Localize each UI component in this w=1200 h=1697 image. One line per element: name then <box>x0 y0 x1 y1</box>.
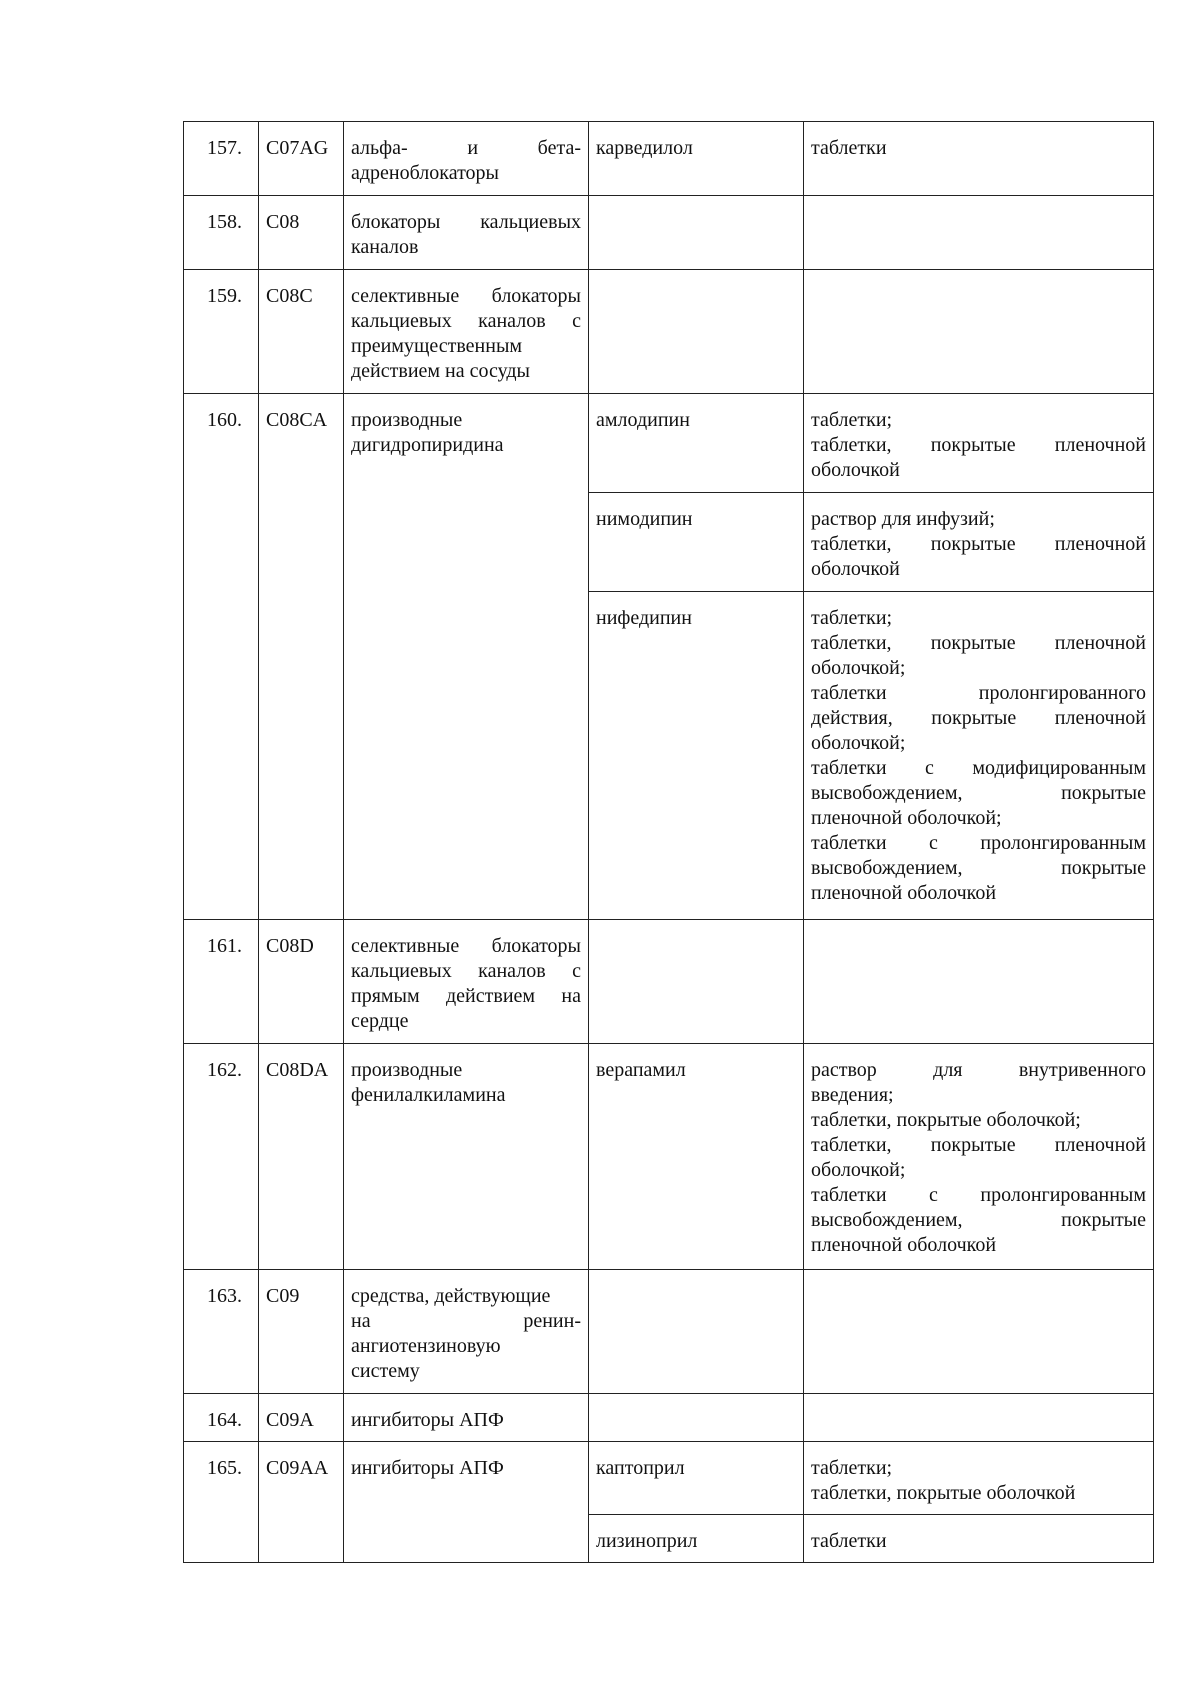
row-number: 161. <box>184 920 259 1044</box>
row-number: 158. <box>184 196 259 270</box>
table-row <box>184 270 1154 394</box>
group-line: прямым действием на <box>351 985 581 1007</box>
group-line: альфа- и бета- <box>351 137 581 159</box>
atc-code: C09AA <box>259 1442 344 1563</box>
group-name <box>344 920 589 1044</box>
group-line: преимущественным <box>351 335 523 357</box>
dosage-forms <box>804 1044 1154 1270</box>
drug-name: нимодипин <box>589 493 804 592</box>
dosage-forms-empty <box>804 1270 1154 1394</box>
drug-name: амлодипин <box>589 394 804 493</box>
group-line: производные <box>351 409 463 431</box>
group-name <box>344 1394 589 1442</box>
form-line: таблетки, покрытые оболочкой <box>811 1482 1076 1504</box>
table-row <box>184 1044 1154 1270</box>
table-row <box>184 122 1154 196</box>
dosage-forms-empty <box>804 920 1154 1044</box>
group-name <box>344 394 589 920</box>
table-row <box>184 394 1154 493</box>
atc-code: C08C <box>259 270 344 394</box>
atc-code: C09A <box>259 1394 344 1442</box>
form-line: таблетки, покрытые пленочной <box>811 632 1146 654</box>
drug-name: карведилол <box>589 122 804 196</box>
form-line: таблетки <box>811 1530 887 1552</box>
form-line: таблетки, покрытые оболочкой; <box>811 1109 1081 1131</box>
form-line: оболочкой <box>811 558 900 580</box>
medication-table <box>183 121 1154 1563</box>
dosage-forms-empty <box>804 270 1154 394</box>
table-body <box>184 122 1154 1563</box>
form-line: таблетки; <box>811 607 893 629</box>
form-line: таблетки <box>811 137 887 159</box>
row-number: 162. <box>184 1044 259 1270</box>
group-line: блокаторы кальциевых <box>351 211 581 233</box>
form-line: пленочной оболочкой; <box>811 807 1002 829</box>
form-line: пленочной оболочкой <box>811 882 997 904</box>
atc-code: C08DA <box>259 1044 344 1270</box>
group-name <box>344 270 589 394</box>
form-line: высвобождением, покрытые <box>811 782 1146 804</box>
group-line: ингибиторы АПФ <box>351 1409 504 1431</box>
atc-code: C09 <box>259 1270 344 1394</box>
drug-name: лизиноприл <box>589 1515 804 1563</box>
form-line: раствор для инфузий; <box>811 508 995 530</box>
form-line: таблетки, покрытые пленочной <box>811 434 1146 456</box>
group-line: на ренин- <box>351 1310 581 1332</box>
group-line: кальциевых каналов с <box>351 310 581 332</box>
form-line: раствор для внутривенного <box>811 1059 1146 1081</box>
dosage-forms <box>804 592 1154 920</box>
table-row <box>184 1270 1154 1394</box>
group-line: дигидропиридина <box>351 434 504 456</box>
form-line: оболочкой; <box>811 1159 906 1181</box>
form-line: оболочкой; <box>811 657 906 679</box>
table-row <box>184 1394 1154 1442</box>
form-line: таблетки; <box>811 1457 893 1479</box>
dosage-forms-empty <box>804 196 1154 270</box>
row-number: 165. <box>184 1442 259 1563</box>
drug-name-empty <box>589 196 804 270</box>
atc-code: C08 <box>259 196 344 270</box>
drug-name-empty <box>589 270 804 394</box>
group-line: кальциевых каналов с <box>351 960 581 982</box>
form-line: пленочной оболочкой <box>811 1234 997 1256</box>
form-line: таблетки; <box>811 409 893 431</box>
form-line: действия, покрытые пленочной <box>811 707 1146 729</box>
drug-name: верапамил <box>589 1044 804 1270</box>
atc-code: C08CA <box>259 394 344 920</box>
drug-name-empty <box>589 1270 804 1394</box>
atc-code: C08D <box>259 920 344 1044</box>
form-line: таблетки, покрытые пленочной <box>811 1134 1146 1156</box>
drug-name: каптоприл <box>589 1442 804 1515</box>
dosage-forms <box>804 122 1154 196</box>
table-row <box>184 196 1154 270</box>
group-name <box>344 1270 589 1394</box>
dosage-forms <box>804 394 1154 493</box>
form-line: таблетки пролонгированного <box>811 682 1146 704</box>
form-line: таблетки с пролонгированным <box>811 1184 1146 1206</box>
group-name <box>344 122 589 196</box>
form-line: таблетки с модифицированным <box>811 757 1146 779</box>
group-line: ангиотензиновую <box>351 1335 501 1357</box>
dosage-forms <box>804 1442 1154 1515</box>
row-number: 164. <box>184 1394 259 1442</box>
group-line: селективные блокаторы <box>351 285 581 307</box>
group-line: средства, действующие <box>351 1285 551 1307</box>
form-line: таблетки с пролонгированным <box>811 832 1146 854</box>
form-line: таблетки, покрытые пленочной <box>811 533 1146 555</box>
group-line: ингибиторы АПФ <box>351 1457 504 1479</box>
atc-code: C07AG <box>259 122 344 196</box>
group-line: каналов <box>351 236 419 258</box>
table-row <box>184 1442 1154 1515</box>
group-line: селективные блокаторы <box>351 935 581 957</box>
row-number: 160. <box>184 394 259 920</box>
form-line: оболочкой; <box>811 732 906 754</box>
group-line: систему <box>351 1360 420 1382</box>
drug-name-empty <box>589 920 804 1044</box>
dosage-forms <box>804 1515 1154 1563</box>
group-name <box>344 1044 589 1270</box>
form-line: высвобождением, покрытые <box>811 1209 1146 1231</box>
group-line: действием на сосуды <box>351 360 530 382</box>
form-line: высвобождением, покрытые <box>811 857 1146 879</box>
drug-name-empty <box>589 1394 804 1442</box>
drug-name: нифедипин <box>589 592 804 920</box>
dosage-forms-empty <box>804 1394 1154 1442</box>
dosage-forms <box>804 493 1154 592</box>
group-line: фенилалкиламина <box>351 1084 506 1106</box>
group-name <box>344 196 589 270</box>
row-number: 163. <box>184 1270 259 1394</box>
row-number: 157. <box>184 122 259 196</box>
form-line: оболочкой <box>811 459 900 481</box>
row-number: 159. <box>184 270 259 394</box>
form-line: введения; <box>811 1084 894 1106</box>
group-line: производные <box>351 1059 463 1081</box>
group-name <box>344 1442 589 1563</box>
group-line: адреноблокаторы <box>351 162 499 184</box>
group-line: сердце <box>351 1010 409 1032</box>
table-row <box>184 920 1154 1044</box>
